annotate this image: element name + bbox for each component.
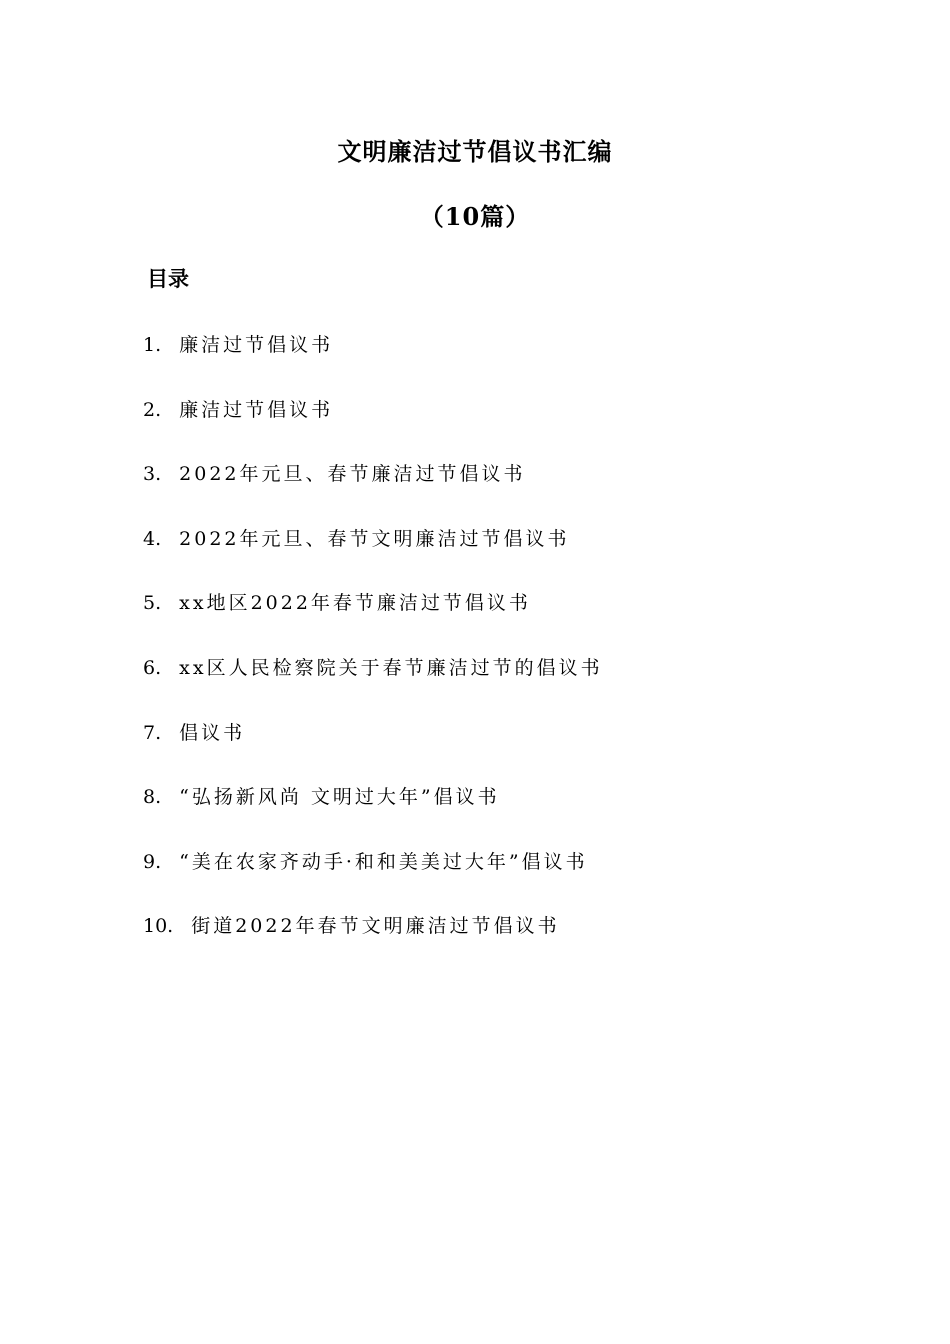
toc-item-2[interactable] — [143, 395, 603, 460]
table-of-contents — [143, 330, 603, 976]
toc-item-7[interactable] — [143, 718, 603, 783]
toc-item-text: 街道2022年春节文明廉洁过节倡议书 — [191, 915, 560, 938]
toc-item-number: 10. — [143, 915, 174, 938]
document-title: 文明廉洁过节倡议书汇编 — [337, 137, 613, 166]
toc-item-6[interactable] — [143, 653, 603, 718]
toc-item-number: 4. — [143, 527, 162, 550]
toc-item-text: 廉洁过节倡议书 — [179, 334, 334, 356]
toc-item-9[interactable] — [143, 847, 603, 912]
toc-item-10[interactable] — [143, 911, 603, 976]
toc-item-text: 倡议书 — [179, 721, 246, 744]
toc-heading: 目录 — [147, 266, 189, 291]
document-subtitle: （10篇） — [419, 202, 531, 231]
toc-item-number: 7. — [143, 721, 162, 744]
toc-item-number: 1. — [143, 334, 162, 356]
toc-item-5[interactable] — [143, 588, 603, 653]
toc-item-text: 2022年元旦、春节文明廉洁过节倡议书 — [179, 527, 570, 550]
toc-item-text: 2022年元旦、春节廉洁过节倡议书 — [179, 463, 526, 486]
toc-item-1[interactable] — [143, 330, 603, 395]
toc-item-number: 9. — [143, 850, 162, 873]
toc-item-text: xx地区2022年春节廉洁过节倡议书 — [179, 592, 531, 615]
toc-item-number: 3. — [143, 463, 162, 486]
toc-item-text: “弘扬新风尚 文明过大年”倡议书 — [179, 786, 500, 809]
toc-item-8[interactable] — [143, 782, 603, 847]
toc-item-text: 廉洁过节倡议书 — [179, 398, 334, 421]
toc-item-text: xx区人民检察院关于春节廉洁过节的倡议书 — [179, 656, 603, 679]
toc-item-number: 6. — [143, 656, 162, 679]
toc-item-number: 5. — [143, 592, 162, 615]
toc-item-number: 8. — [143, 786, 162, 809]
toc-item-number: 2. — [143, 398, 162, 421]
toc-item-text: “美在农家齐动手·和和美美过大年”倡议书 — [179, 850, 588, 873]
toc-item-3[interactable] — [143, 459, 603, 524]
toc-item-4[interactable] — [143, 524, 603, 589]
